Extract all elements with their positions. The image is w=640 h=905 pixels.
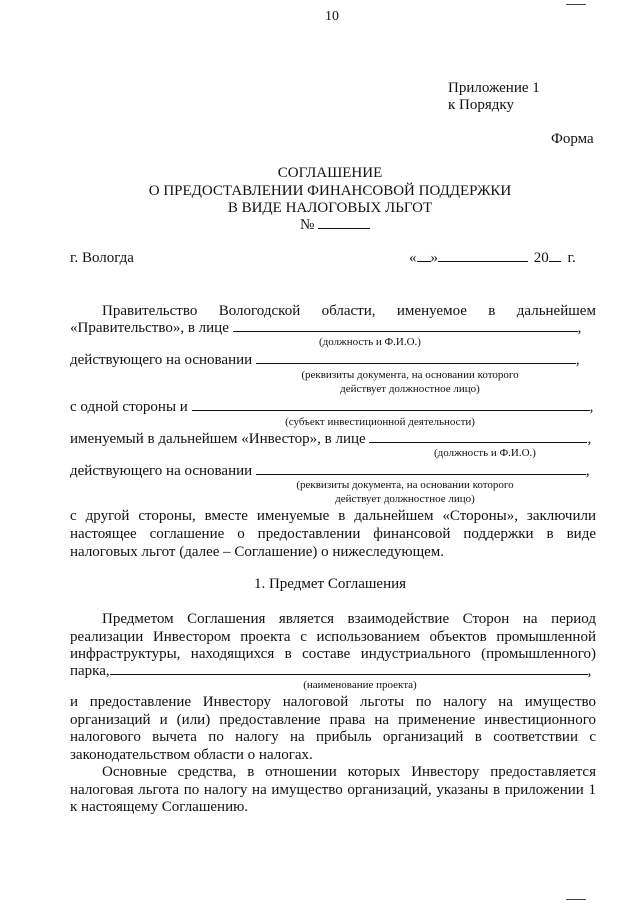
parties-line-5: именуемый в дальнейшем «Инвестор», в лице , <box>70 431 592 447</box>
year-suffix: г. <box>567 250 576 266</box>
investor-official-field[interactable] <box>369 430 587 443</box>
place: г. Вологда <box>70 250 134 266</box>
one-side-label: с одной стороны и <box>70 399 188 415</box>
word: Вологодской <box>218 303 301 319</box>
hint-requisites-2: действует должностное лицо) <box>340 383 480 395</box>
investor-subject-field[interactable] <box>192 398 590 411</box>
title-line-3: В ВИДЕ НАЛОГОВЫХ ЛЬГОТ <box>227 200 433 216</box>
investor-basis-field[interactable] <box>256 462 586 475</box>
acting-basis-label: действующего на основании <box>70 352 253 368</box>
s1-p3-line-3: к настоящему Соглашению. <box>70 799 249 815</box>
s1-p2-line-2: организаций и (или) предоставление права на применение инвестиционного <box>70 712 596 728</box>
day-field[interactable] <box>417 249 431 262</box>
page-number: 10 <box>325 9 339 24</box>
date-open-quote: « <box>409 250 417 266</box>
government-in-person: «Правительство», в лице <box>70 320 229 336</box>
scan-mark-bottom <box>566 899 586 900</box>
date-line <box>409 249 576 267</box>
hint-position-fio-2: (должность и Ф.И.О.) <box>434 447 536 459</box>
hint-project: (наименование проекта) <box>303 679 417 691</box>
project-name-field[interactable] <box>110 662 588 675</box>
s1-p2-line-3: налогового вычета по налогу на прибыль организаций в соответствии с <box>70 729 596 745</box>
month-field[interactable] <box>438 249 528 262</box>
s1-p3-line-1: Основные средства, в отношении которых Инвестору предоставляется <box>102 764 596 780</box>
closing-line-2: настоящее соглашение о предоставлении финансовой поддержки в виде <box>70 526 596 542</box>
government-basis-field[interactable] <box>256 351 576 364</box>
s1-p2-line-4: законодательством области о налогах. <box>70 747 313 763</box>
hint-subject: (субъект инвестиционной деятельности) <box>285 416 475 428</box>
park-label: парка, <box>70 663 110 679</box>
number-field[interactable] <box>318 216 370 229</box>
hint-requisites-1: (реквизиты документа, на основании которого <box>301 369 519 381</box>
s1-p1-line-1: Предметом Соглашения является взаимодействие Сторон на период <box>102 611 596 627</box>
word: Правительство <box>102 303 198 319</box>
s1-p3-line-2: налоговая льгота по налогу на имущество организаций, указаны в приложении 1 <box>70 782 596 798</box>
word: в <box>488 303 496 319</box>
closing-line-1: с другой стороны, вместе именуемые в дальнейшем «Стороны», заключили <box>70 508 596 524</box>
parties-line-6: действующего на основании , <box>70 463 590 479</box>
hint-requisites2-1: (реквизиты документа, на основании которого <box>296 479 514 491</box>
closing-line-3: налоговых льгот (далее – Соглашение) о нижеследующем. <box>70 544 445 560</box>
title-line-1: СОГЛАШЕНИЕ <box>277 165 383 181</box>
investor-label: именуемый в дальнейшем «Инвестор», в лице <box>70 431 366 447</box>
year-prefix: 20 <box>533 250 549 266</box>
parties-line-4: с одной стороны и , <box>70 399 594 415</box>
parties-line-1 <box>102 302 596 320</box>
government-official-field[interactable] <box>233 319 578 332</box>
word: области, <box>321 303 376 319</box>
word: именуемое <box>396 303 467 319</box>
s1-p1-line-3: инфраструктуры, находящихся в составе индустриального (промышленного) <box>70 646 596 662</box>
appendix-line-1: Приложение 1 <box>448 80 540 96</box>
form-label: Форма <box>551 131 594 147</box>
number-sign: № <box>300 217 315 233</box>
section-1-heading: 1. Предмет Соглашения <box>253 576 407 592</box>
word: дальнейшем <box>516 303 596 319</box>
s1-p1-line-4: парка, , <box>70 663 592 679</box>
s1-p1-line-2: реализации Инвестором проекта с использованием объектов промышленной <box>70 629 596 645</box>
title-line-2: О ПРЕДОСТАВЛЕНИИ ФИНАНСОВОЙ ПОДДЕРЖКИ <box>148 183 512 199</box>
acting-basis-label-2: действующего на основании <box>70 463 253 479</box>
parties-line-3: действующего на основании , <box>70 352 580 368</box>
parties-line-2: «Правительство», в лице , <box>70 320 582 336</box>
agreement-number <box>300 216 370 234</box>
scan-mark-top <box>566 4 586 5</box>
hint-position-fio: (должность и Ф.И.О.) <box>319 336 421 348</box>
appendix-line-2: к Порядку <box>448 97 514 113</box>
year-field[interactable] <box>549 249 561 262</box>
s1-p2-line-1: и предоставление Инвестору налоговой льготы по налогу на имущество <box>70 694 596 710</box>
hint-requisites2-2: действует должностное лицо) <box>335 493 475 505</box>
date-close-quote: » <box>430 250 438 266</box>
